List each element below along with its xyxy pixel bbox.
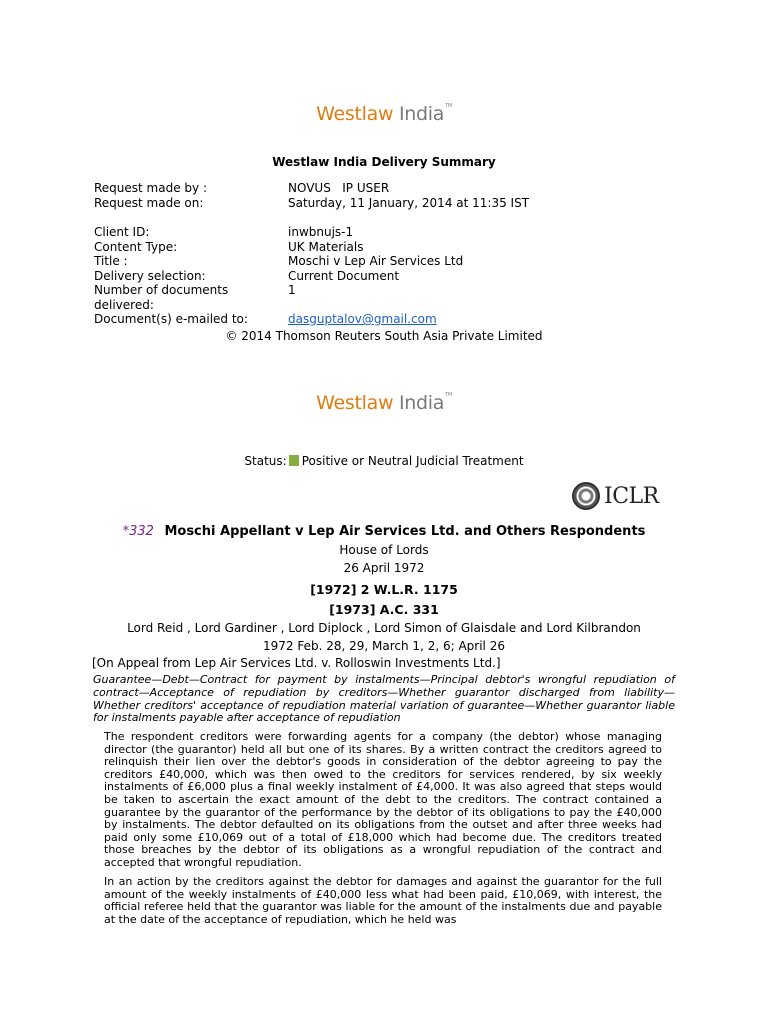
title-value: Moschi v Lep Air Services Ltd (288, 254, 464, 268)
logo-india-text: India (398, 392, 445, 414)
logo-tm: TM (445, 103, 452, 109)
content-type-row (94, 240, 463, 255)
iclr-seal-icon (572, 482, 600, 510)
status-text: Positive or Neutral Judicial Treatment (301, 454, 524, 468)
delivery-selection-value: Current Document (288, 268, 400, 283)
status-label: Status: (244, 454, 287, 468)
judges: Lord Reid , Lord Gardiner , Lord Diplock , Lord Simon of Glaisdale and Lord Kilbrandon (127, 621, 641, 635)
logo-westlaw-text: Westlaw (316, 392, 394, 414)
client-id-row (94, 225, 463, 240)
case-title-text: Moschi Appellant v Lep Air Services Ltd. and Others Respondents (164, 524, 646, 539)
citation-wlr: [1972] 2 W.L.R. 1175 (310, 582, 458, 597)
westlaw-india-logo (0, 103, 768, 125)
email-link[interactable]: dasguptalov@gmail.com (288, 312, 437, 326)
documents-delivered-label: Number of documents delivered: (94, 283, 229, 312)
iclr-logo (572, 478, 672, 514)
judicial-status (0, 454, 768, 468)
case-title (0, 524, 768, 539)
delivery-selection-row (94, 269, 463, 284)
logo-tm: TM (445, 392, 452, 398)
citation-ac: [1973] A.C. 331 (329, 602, 439, 617)
delivery-details (94, 225, 463, 327)
status-green-square-icon (289, 455, 299, 466)
emailed-to-value (288, 312, 437, 327)
logo-india-text: India (398, 103, 445, 125)
documents-delivered-row (94, 283, 463, 312)
copyright-notice: © 2014 Thomson Reuters South Asia Private Limited (225, 329, 543, 343)
judgment-date: 26 April 1972 (343, 561, 425, 575)
title-label: Title : (94, 254, 128, 268)
emailed-to-row (94, 312, 463, 327)
content-type-label: Content Type: (94, 239, 178, 254)
client-id-label: Client ID: (94, 225, 150, 239)
page-marker: *332 (122, 524, 154, 539)
title-row (94, 254, 463, 269)
logo-westlaw-text: Westlaw (316, 103, 394, 125)
request-info (94, 181, 529, 210)
request-made-by-label: Request made by : (94, 181, 207, 195)
headnote-paragraph-2: In an action by the creditors against the debtor for damages and against the guarantor for the full amount of the weekly instalments of £40,000 less what had been paid, £10,069, with interest, the official referee held that the guarantor was liable for the amount of the instalments due and payable at the date of the acceptance of repudiation, which he held was (104, 875, 662, 926)
content-type-value: UK Materials (288, 239, 364, 254)
summary-title: Westlaw India Delivery Summary (272, 155, 496, 169)
request-made-on-row (94, 196, 529, 211)
westlaw-india-logo-2 (0, 392, 768, 414)
request-made-on-value: Saturday, 11 January, 2014 at 11:35 IST (288, 195, 530, 210)
emailed-to-label: Document(s) e-mailed to: (94, 312, 248, 326)
appeal-note: [On Appeal from Lep Air Services Ltd. v. Rolloswin Investments Ltd.] (92, 656, 501, 670)
iclr-logo-text: ICLR (604, 483, 659, 509)
client-id-value: inwbnujs-1 (288, 225, 354, 239)
documents-delivered-value: 1 (288, 283, 296, 297)
headnote-paragraph-1: The respondent creditors were forwarding agents for a company (the debtor) whose managing director (the guarantor) held all but one of its shares. By a written contract the creditors agreed to relinquish their lien over the debtor's goods in consideration of the debtor agreeing to pay the creditors £40,000, which was then owed to the creditors for services rendered, by six weekly instalments of £6,000 plus a final weekly instalment of £4,000. It was also agreed that steps would be taken to ascertain the exact amount of the debt to the creditors. The contract contained a guarantee by the guarantor of the performance by the debtor of its obligations to pay the £40,000 by instalments. The debtor defaulted on its obligations from the outset and after three weeks had paid only some £10,069 out of a total of £18,000 which had become due. The creditors treated those breaches by the debtor of its obligations as a wrongful repudiation of the contract and accepted that wrongful repudiation. (104, 730, 662, 869)
request-made-by-value: NOVUS IP USER (288, 181, 390, 195)
request-made-by-row (94, 181, 529, 196)
catchwords: Guarantee—Debt—Contract for payment by instalments—Principal debtor's wrongful repudiation of contract—Acceptance of repudiation by creditors—Whether guarantor discharged from liability—Whether creditors' acceptance of repudiation material variation of guarantee—Whether guarantor liable for instalments payable after acceptance of repudiation (93, 673, 675, 725)
hearing-dates: 1972 Feb. 28, 29, March 1, 2, 6; April 26 (263, 639, 505, 653)
request-made-on-label: Request made on: (94, 195, 204, 210)
delivery-selection-label: Delivery selection: (94, 268, 206, 283)
court: House of Lords (339, 543, 429, 557)
